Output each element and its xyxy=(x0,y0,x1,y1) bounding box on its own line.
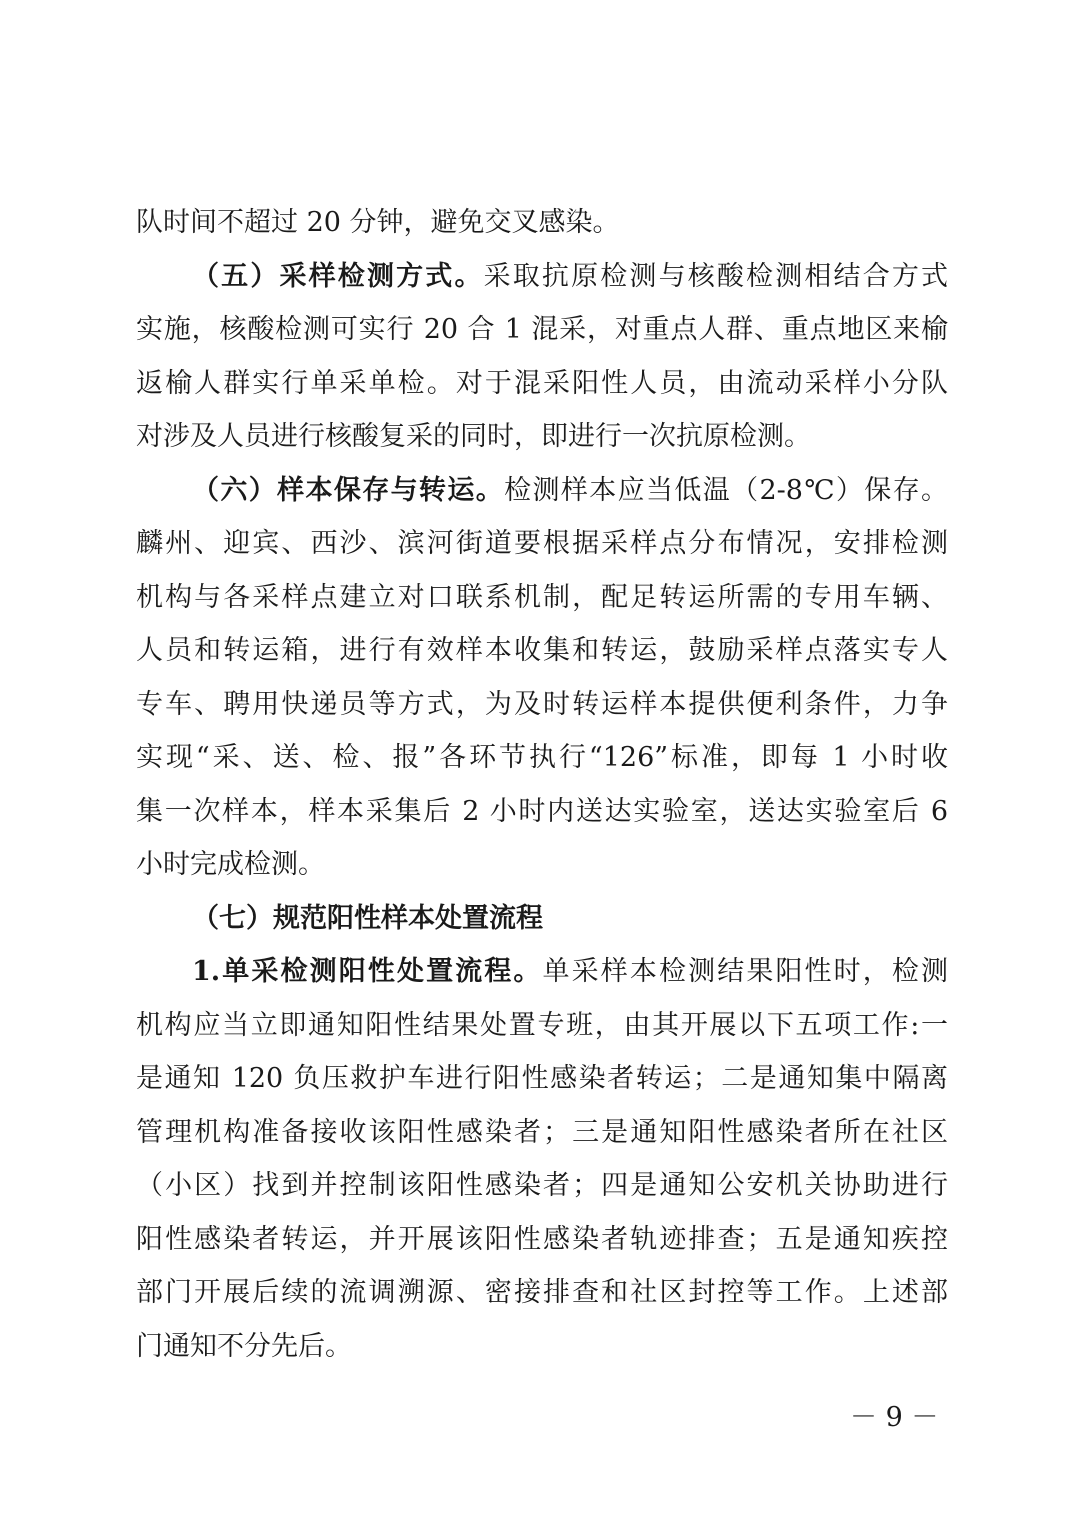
body-text: 小时完成检测。 xyxy=(136,849,325,880)
section-heading: 1.单采检测阳性处置流程。 xyxy=(192,956,543,987)
text-line xyxy=(136,464,948,518)
text-line xyxy=(136,1106,948,1160)
body-text: （小区）找到并控制该阳性感染者；四是通知公安机关协助进行 xyxy=(136,1170,948,1201)
text-line xyxy=(136,1213,948,1267)
body-text: 门通知不分先后。 xyxy=(136,1330,352,1362)
text-line xyxy=(136,1266,948,1320)
body-text: 对涉及人员进行核酸复采的同时，即进行一次抗原检测。 xyxy=(136,421,811,452)
body-text: 队时间不超过 20 分钟，避免交叉感染。 xyxy=(136,207,620,238)
section-heading: （五）采样检测方式。 xyxy=(192,260,484,292)
body-text: 单采样本检测结果阳性时，检测 xyxy=(542,956,949,987)
text-line xyxy=(136,731,948,785)
text-line xyxy=(136,945,948,999)
body-text: 集一次样本，样本采集后 2 小时内送达实验室，送达实验室后 6 xyxy=(136,795,948,827)
text-line xyxy=(136,1320,948,1374)
text-line xyxy=(136,999,948,1053)
body-text: 机构与各采样点建立对口联系机制，配足转运所需的专用车辆、 xyxy=(136,581,948,613)
page-number: － 9 － xyxy=(850,1402,939,1433)
text-line xyxy=(136,785,948,839)
text-line xyxy=(136,1159,948,1213)
body-text: 部门开展后续的流调溯源、密接排查和社区封控等工作。上述部 xyxy=(136,1277,948,1308)
body-text: 返榆人群实行单采单检。对于混采阳性人员，由流动采样小分队 xyxy=(136,367,948,399)
body-text: 阳性感染者转运，并开展该阳性感染者轨迹排查；五是通知疾控 xyxy=(136,1223,948,1255)
text-line xyxy=(136,303,948,357)
section-heading: （七）规范阳性样本处置流程 xyxy=(192,902,543,934)
body-text: 人员和转运箱，进行有效样本收集和转运，鼓励采样点落实专人 xyxy=(136,635,948,666)
text-line xyxy=(136,624,948,678)
body-text: 检测样本应当低温（2-8℃）保存。 xyxy=(504,474,949,506)
text-line xyxy=(136,892,948,946)
text-line xyxy=(136,678,948,732)
text-line xyxy=(136,357,948,411)
text-line xyxy=(136,410,948,464)
text-line xyxy=(136,838,948,892)
body-text: 专车、聘用快递员等方式，为及时转运样本提供便利条件，力争 xyxy=(136,688,948,720)
section-heading: （六）样本保存与转运。 xyxy=(192,474,505,506)
text-line xyxy=(136,571,948,625)
text-line xyxy=(136,196,948,250)
body-text: 实现“采、送、检、报”各环节执行“126”标准，即每 1 小时收 xyxy=(136,742,948,773)
body-text: 实施，核酸检测可实行 20 合 1 混采，对重点人群、重点地区来榆 xyxy=(136,314,948,345)
body-text: 机构应当立即通知阳性结果处置专班，由其开展以下五项工作:一 xyxy=(136,1009,948,1041)
text-line xyxy=(136,517,948,571)
body-text: 采取抗原检测与核酸检测相结合方式 xyxy=(483,260,949,292)
document-body xyxy=(136,196,948,1373)
body-text: 管理机构准备接收该阳性感染者；三是通知阳性感染者所在社区 xyxy=(136,1116,948,1148)
body-text: 麟州、迎宾、西沙、滨河街道要根据采样点分布情况，安排检测 xyxy=(136,528,948,559)
text-line xyxy=(136,1052,948,1106)
text-line xyxy=(136,250,948,304)
body-text: 是通知 120 负压救护车进行阳性感染者转运；二是通知集中隔离 xyxy=(136,1063,948,1094)
